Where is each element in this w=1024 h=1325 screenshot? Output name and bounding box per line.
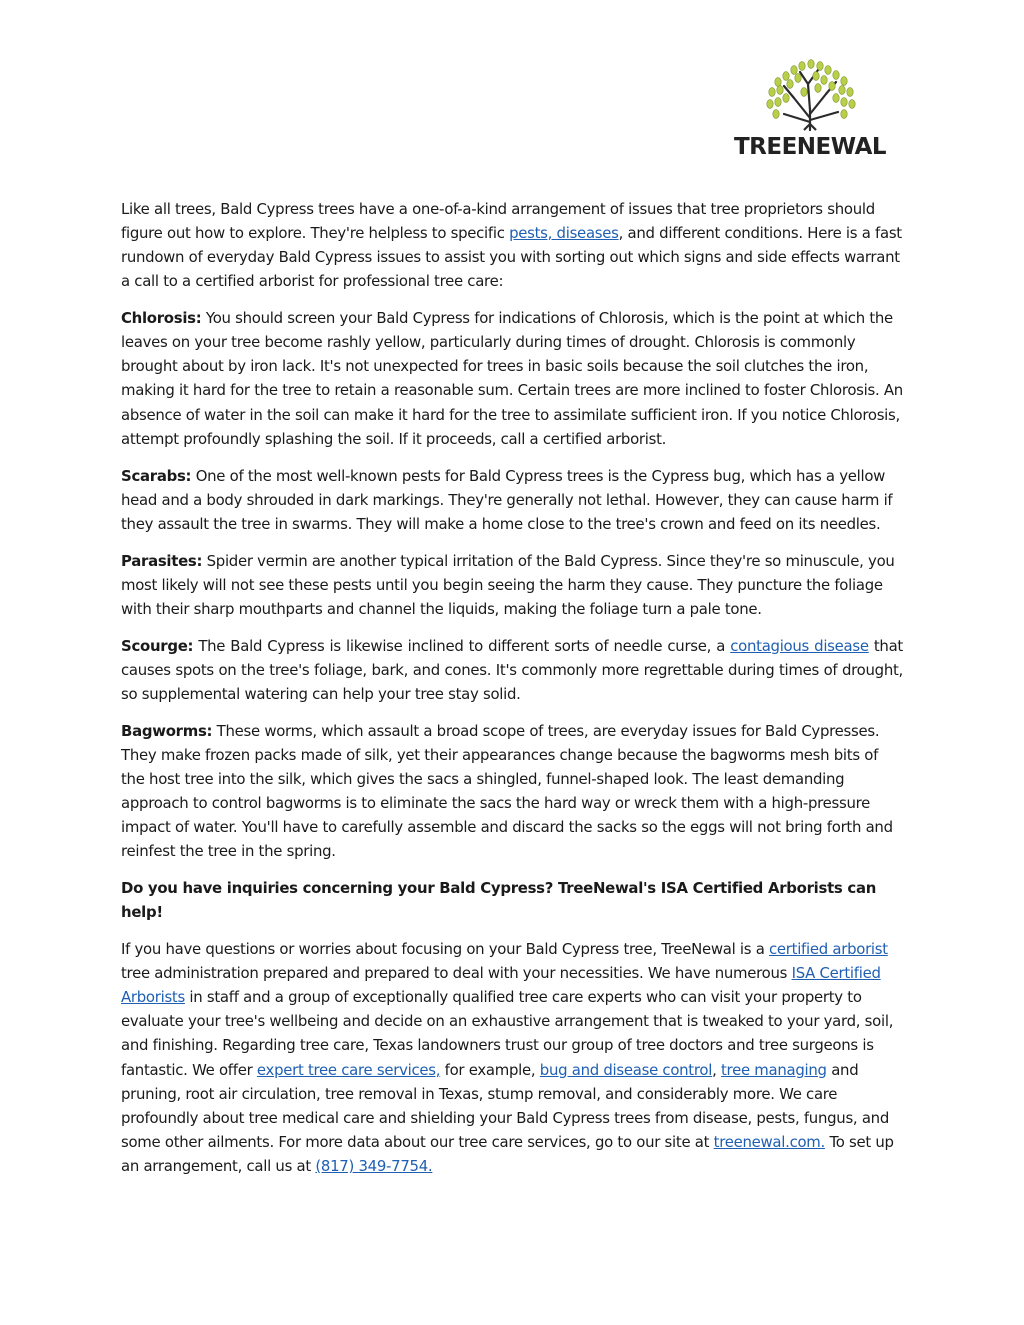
tree-icon [767, 60, 855, 130]
certified-arborist-link[interactable]: certified arborist [769, 940, 888, 959]
question-heading: Do you have inquiries concerning your Bald Cypress? TreeNewal's ISA Certified Arborists can help! [121, 879, 877, 922]
closing-paragraph: If you have questions or worries about focusing on your Bald Cypress tree, TreeNewal is a certified arborist tree administration prepared and prepared to deal with your necessities. We have numerous ISA Certified Arborists in staff and a group of exceptionally qualified tree care experts who can visit your property to evaluate your tree's wellbeing and decide on an exhaustive arrangement that is tweaked to your yard, soil, and finishing. Regarding tree care, Texas landowners trust our group of tree doctors and tree surgeons is fantastic. We offer expert tree care services, for example, bug and disease control, tree managing and pruning, root air circulation, tree removal in Texas, stump removal, and considerably more. We care profoundly about tree medical care and shielding your Bald Cypress trees from disease, pests, fungus, and some other ailments. For more data about our tree care services, go to our site at treenewal.com. To set up an arrangement, call us at (817) 349-7754. [121, 940, 894, 1175]
intro-paragraph: Like all trees, Bald Cypress trees have a one-of-a-kind arrangement of issues that tree proprietors should figure out how to explore. They're helpless to specific pests, diseases, and different conditions. Here is a fast rundown of everyday Bald Cypress issues to assist you with sorting out which signs and side effects warrant a call to a certified arborist for professional tree care: [121, 200, 902, 291]
parasites-heading: Parasites: [121, 551, 203, 570]
isa-certified-arborists-link[interactable]: ISA Certified Arborists [121, 964, 881, 1007]
treenewal-logo [718, 58, 902, 170]
chlorosis-heading: Chlorosis: [121, 309, 202, 328]
treenewal-website-link[interactable]: treenewal.com. [713, 1132, 825, 1151]
scourge-heading: Scourge: [121, 636, 194, 655]
bagworms-paragraph: Bagworms: These worms, which assault a broad scope of trees, are everyday issues for Bald Cypresses. They make frozen packs made of silk, yet their appearances change because the bagworms mesh bits of the host tree into the silk, which gives the sacs a shingled, funnel-shaped look. The least demanding approach to control bagworms is to eliminate the sacs the hard way or wreck them with a high-pressure impact of water. You'll have to carefully assemble and discard the sacks so the eggs will not bring forth and reinfest the tree in the spring. [121, 721, 893, 861]
contagious-disease-link[interactable]: contagious disease [730, 636, 869, 655]
phone-number-link[interactable]: (817) 349-7754. [315, 1156, 433, 1175]
tree-managing-link[interactable]: tree managing [721, 1060, 827, 1079]
chlorosis-paragraph: Chlorosis: You should screen your Bald Cypress for indications of Chlorosis, which is the point at which the leaves on your tree become rashly yellow, particularly during times of drought. Chlorosis is commonly brought about by iron lack. It's not unexpected for trees in basic soils because the soil clutches the iron, making it hard for the tree to retain a reasonable sum. Certain trees are more inclined to foster Chlorosis. An absence of water in the soil can make it hard for the tree to assimilate sufficient iron. If you notice Chlorosis, attempt profoundly splashing the soil. If it proceeds, call a certified arborist. [121, 309, 903, 448]
scarabs-paragraph: Scarabs: One of the most well-known pests for Bald Cypress trees is the Cypress bug, which has a yellow head and a body shrouded in dark markings. They're generally not lethal. However, they can cause harm if they assault the tree in swarms. They will make a home close to the tree's crown and feed on its needles. [121, 466, 893, 533]
scourge-paragraph: Scourge: The Bald Cypress is likewise inclined to different sorts of needle curse, a contagious disease that causes spots on the tree's foliage, bark, and cones. It's commonly more regrettable during times of drought, so supplemental watering can help your tree stay solid. [121, 636, 903, 703]
bagworms-heading: Bagworms: [121, 721, 213, 740]
bug-disease-control-link[interactable]: bug and disease control [539, 1060, 713, 1079]
pests-diseases-link[interactable]: pests, diseases [509, 224, 619, 243]
expert-tree-care-link[interactable]: expert tree care services, [256, 1060, 441, 1079]
logo-wordmark: TREENEWAL [733, 134, 887, 160]
scarabs-heading: Scarabs: [121, 466, 192, 485]
parasites-paragraph: Parasites: Spider vermin are another typical irritation of the Bald Cypress. Since they're so minuscule, you most likely will not see these pests until you begin seeing the harm they cause. They puncture the foliage with their sharp mouthparts and channel the liquids, making the foliage turn a pale tone. [121, 551, 895, 618]
article-body [121, 197, 903, 1191]
